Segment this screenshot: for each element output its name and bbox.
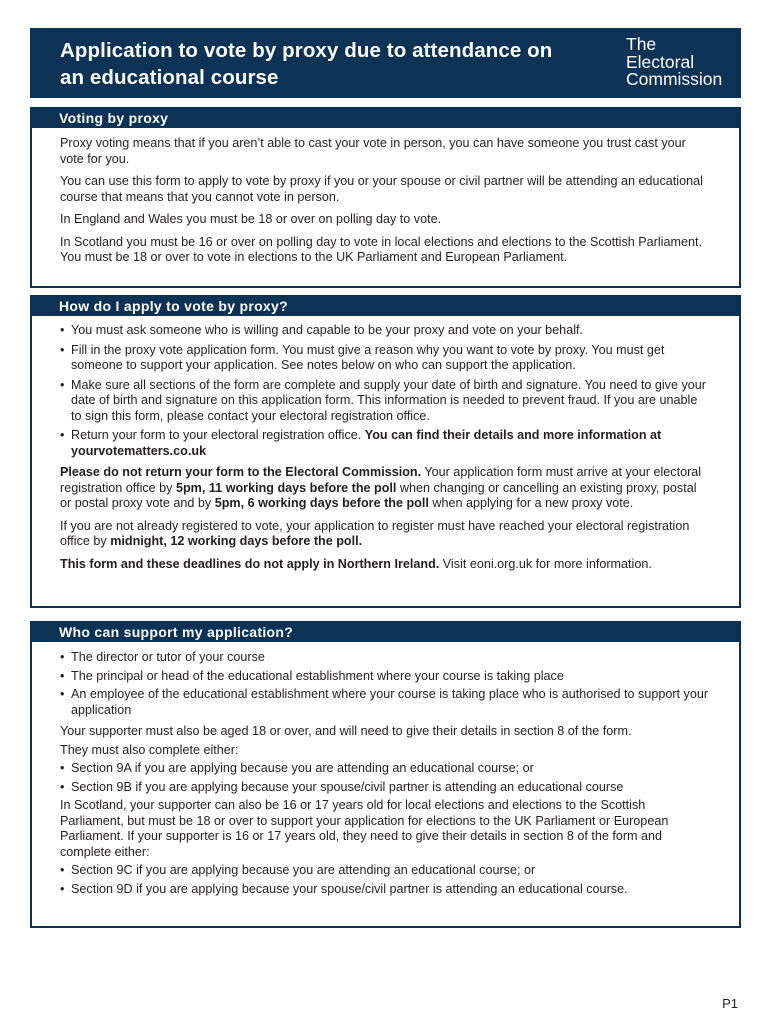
electoral-commission-logo [626, 36, 722, 89]
page-number: P1 [722, 996, 738, 1011]
how-to-apply-section [30, 295, 741, 608]
section-heading: How do I apply to vote by proxy? [32, 297, 739, 316]
list-item: • Section 9B if you are applying because your spouse/civil partner is attending an educational course [60, 780, 709, 796]
paragraph: In Scotland you must be 16 or over on polling day to vote in local elections and elections to the Scottish Parliament. You must be 18 or over to vote in elections to the UK Parliament and European Parliament. [60, 234, 702, 264]
list-item: • An employee of the educational establishment where your course is taking place who is authorised to support your application [60, 687, 709, 718]
paragraph: In England and Wales you must be 18 or over on polling day to vote. [60, 212, 442, 226]
list-item-text: Return your form to your electoral registration office. [71, 428, 365, 442]
section-heading: Who can support my application? [32, 623, 739, 642]
section-heading: Voting by proxy [32, 109, 739, 128]
form-header [30, 28, 741, 98]
list-item: • The principal or head of the educational establishment where your course is taking place [60, 669, 709, 685]
paragraph: You can use this form to apply to vote by proxy if you or your spouse or civil partner will be attending an educational course that means that you cannot vote in person. [60, 174, 703, 204]
text: If you are not already registered to vote, your application to register must have reached your electoral registration office by [60, 518, 690, 548]
form-title: Application to vote by proxy due to attendance on an educational course [60, 39, 553, 89]
text: Visit eoni.org.uk for more information. [439, 556, 652, 571]
logo-line-2: Electoral [626, 51, 695, 72]
paragraph: They must also complete either: [60, 742, 239, 757]
voting-by-proxy-section [30, 107, 741, 288]
text: when applying for a new proxy vote. [428, 496, 634, 510]
paragraph: Your supporter must also be aged 18 or over, and will need to give their details in section 8 of the form. [60, 724, 632, 738]
text: Your application form must arrive at your electoral registration office by [60, 465, 702, 495]
list-item: • Make sure all sections of the form are complete and supply your date of birth and signature. You need to give your date of birth and signature on this application form. This information is needed to prevent fraud. If you are unable to sign this form, please contact your electoral registration office. [60, 378, 709, 425]
list-item: • Section 9C if you are applying because you are attending an educational course; or [60, 863, 709, 879]
list-item: • Section 9A if you are applying because you are attending an educational course; or [60, 761, 709, 777]
northern-ireland-paragraph [60, 557, 709, 573]
bold-text: Please do not return your form to the Electoral Commission. [60, 465, 422, 479]
list-item [60, 428, 709, 459]
text: when changing or cancelling an existing proxy, postal or postal proxy vote and by [60, 480, 697, 510]
logo-line-1: The [626, 34, 657, 54]
logo-line-3: Commission [626, 69, 723, 89]
paragraph: Proxy voting means that if you aren’t able to cast your vote in person, you can have someone you trust cast your vote for you. [60, 136, 686, 166]
bold-text: 5pm, 6 working days before the poll [214, 496, 429, 510]
bold-text: 5pm, 11 working days before the poll [175, 480, 397, 495]
list-item: • Fill in the proxy vote application form. You must give a reason why you want to vote by proxy. You must get someone to support your application. See notes below on who can support the application. [60, 343, 709, 374]
paragraph: In Scotland, your supporter can also be 16 or 17 years old for local elections and elections to the Scottish Parliament, but must be 18 or over to support your application for elections to the UK Parliament or European Parliament. If your supporter is 16 or 17 years old, they need to give their details in section 8 of the form and complete either: [60, 798, 669, 859]
website-reference: You can find their details and more information at yourvotematters.co.uk [71, 428, 662, 458]
deadline-paragraph [60, 465, 709, 512]
list-item: • You must ask someone who is willing and capable to be your proxy and vote on your behalf. [60, 323, 709, 339]
bold-text: This form and these deadlines do not apply in Northern Ireland. [60, 556, 440, 571]
who-can-support-section [30, 621, 741, 928]
registration-paragraph [60, 519, 709, 550]
list-item: • Section 9D if you are applying because your spouse/civil partner is attending an educational course. [60, 882, 709, 898]
list-item: • The director or tutor of your course [60, 650, 709, 666]
bold-text: midnight, 12 working days before the poll. [110, 534, 363, 548]
